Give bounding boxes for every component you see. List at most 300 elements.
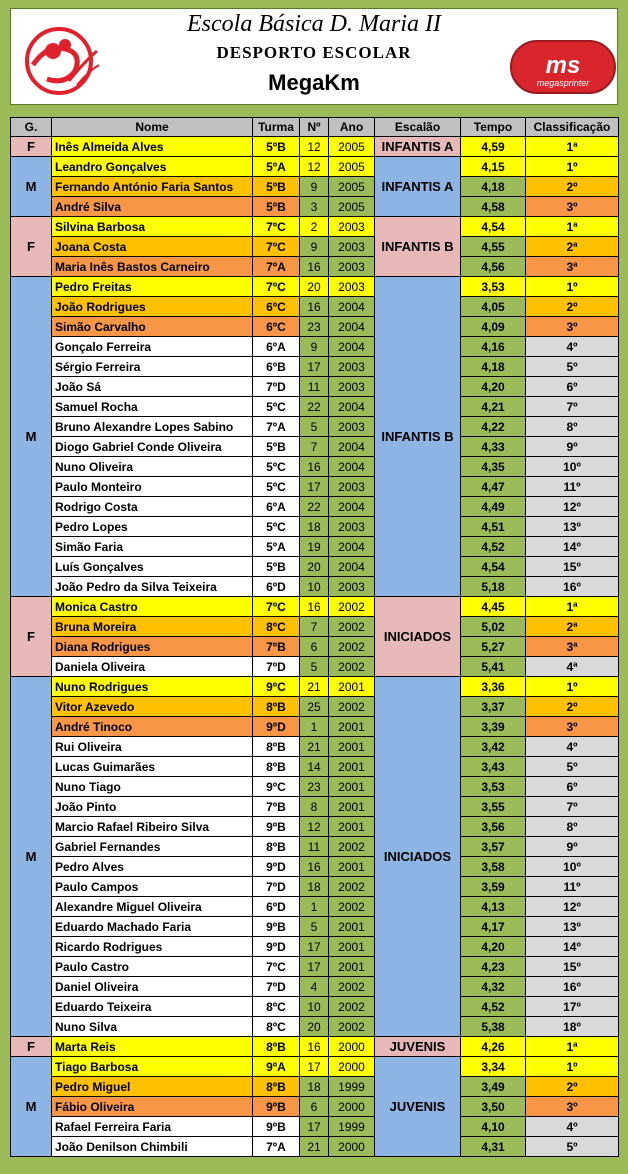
table-row: [11, 437, 619, 457]
table-row: [11, 277, 619, 297]
escalao-cell: INICIADOS: [375, 597, 461, 677]
class-cell: 8ºB: [253, 1037, 300, 1057]
table-row: [11, 177, 619, 197]
class-cell: 6ºA: [253, 337, 300, 357]
col-header-year: Ano: [329, 118, 375, 137]
year-cell: 2003: [329, 237, 375, 257]
rank-cell: 2ª: [526, 237, 619, 257]
name-cell: Inês Almeida Alves: [52, 137, 253, 157]
class-cell: 5ºB: [253, 137, 300, 157]
name-cell: Paulo Castro: [52, 957, 253, 977]
year-cell: 2002: [329, 637, 375, 657]
class-cell: 5ºB: [253, 197, 300, 217]
col-header-name: Nome: [52, 118, 253, 137]
number-cell: 16: [300, 297, 329, 317]
number-cell: 16: [300, 257, 329, 277]
name-cell: Nuno Oliveira: [52, 457, 253, 477]
table-row: [11, 1117, 619, 1137]
rank-cell: 1º: [526, 1057, 619, 1077]
subtitle: DESPORTO ESCOLAR: [216, 43, 412, 62]
megasprinter-logo-icon: [509, 39, 617, 95]
time-cell: 4,51: [461, 517, 526, 537]
gender-cell: M: [11, 157, 52, 217]
year-cell: 2001: [329, 717, 375, 737]
name-cell: Paulo Campos: [52, 877, 253, 897]
year-cell: 2003: [329, 477, 375, 497]
class-cell: 7ºD: [253, 657, 300, 677]
table-row: [11, 997, 619, 1017]
year-cell: 2005: [329, 197, 375, 217]
number-cell: 21: [300, 737, 329, 757]
table-row: [11, 677, 619, 697]
rank-cell: 14º: [526, 537, 619, 557]
rank-cell: 15º: [526, 557, 619, 577]
time-cell: 5,02: [461, 617, 526, 637]
table-row: [11, 517, 619, 537]
year-cell: 2004: [329, 497, 375, 517]
time-cell: 3,57: [461, 837, 526, 857]
rank-cell: 1º: [526, 157, 619, 177]
year-cell: 2003: [329, 517, 375, 537]
rank-cell: 17º: [526, 997, 619, 1017]
name-cell: Bruna Moreira: [52, 617, 253, 637]
number-cell: 20: [300, 1017, 329, 1037]
number-cell: 21: [300, 677, 329, 697]
time-cell: 3,36: [461, 677, 526, 697]
table-row: [11, 637, 619, 657]
table-row: [11, 757, 619, 777]
year-cell: 2001: [329, 777, 375, 797]
year-cell: 2001: [329, 857, 375, 877]
gender-cell: F: [11, 1037, 52, 1057]
time-cell: 4,47: [461, 477, 526, 497]
gender-cell: M: [11, 677, 52, 1037]
time-cell: 4,52: [461, 997, 526, 1017]
number-cell: 16: [300, 597, 329, 617]
rank-cell: 6º: [526, 777, 619, 797]
class-cell: 8ºC: [253, 997, 300, 1017]
time-cell: 4,15: [461, 157, 526, 177]
year-cell: 2001: [329, 917, 375, 937]
class-cell: 6ºA: [253, 497, 300, 517]
table-row: [11, 737, 619, 757]
number-cell: 20: [300, 557, 329, 577]
number-cell: 7: [300, 617, 329, 637]
year-cell: 2001: [329, 937, 375, 957]
class-cell: 8ºC: [253, 1017, 300, 1037]
year-cell: 2003: [329, 277, 375, 297]
time-cell: 3,53: [461, 277, 526, 297]
rank-cell: 1º: [526, 277, 619, 297]
rank-cell: 18º: [526, 1017, 619, 1037]
number-cell: 12: [300, 157, 329, 177]
year-cell: 2001: [329, 957, 375, 977]
number-cell: 18: [300, 517, 329, 537]
time-cell: 4,52: [461, 537, 526, 557]
number-cell: 18: [300, 877, 329, 897]
class-cell: 7ºD: [253, 977, 300, 997]
rank-cell: 2º: [526, 1077, 619, 1097]
number-cell: 22: [300, 397, 329, 417]
name-cell: Samuel Rocha: [52, 397, 253, 417]
name-cell: Diana Rodrigues: [52, 637, 253, 657]
class-cell: 7ºA: [253, 257, 300, 277]
table-row: [11, 457, 619, 477]
year-cell: 2001: [329, 797, 375, 817]
time-cell: 3,55: [461, 797, 526, 817]
number-cell: 17: [300, 357, 329, 377]
school-title: Escola Básica D. Maria II: [187, 11, 441, 37]
year-cell: 2004: [329, 557, 375, 577]
time-cell: 4,35: [461, 457, 526, 477]
table-row: [11, 377, 619, 397]
table-row: [11, 197, 619, 217]
year-cell: 2004: [329, 397, 375, 417]
table-row: [11, 837, 619, 857]
name-cell: Rodrigo Costa: [52, 497, 253, 517]
class-cell: 6ºC: [253, 297, 300, 317]
year-cell: 2001: [329, 757, 375, 777]
col-header-class: Turma: [253, 118, 300, 137]
time-cell: 4,18: [461, 357, 526, 377]
name-cell: Lucas Guimarães: [52, 757, 253, 777]
number-cell: 17: [300, 1057, 329, 1077]
name-cell: Eduardo Teixeira: [52, 997, 253, 1017]
number-cell: 6: [300, 637, 329, 657]
year-cell: 1999: [329, 1117, 375, 1137]
year-cell: 2002: [329, 877, 375, 897]
time-cell: 4,31: [461, 1137, 526, 1157]
number-cell: 21: [300, 1137, 329, 1157]
time-cell: 3,50: [461, 1097, 526, 1117]
rank-cell: 5º: [526, 757, 619, 777]
svg-text:ms: ms: [545, 52, 581, 79]
year-cell: 2001: [329, 737, 375, 757]
name-cell: Rafael Ferreira Faria: [52, 1117, 253, 1137]
name-cell: André Silva: [52, 197, 253, 217]
class-cell: 7ºC: [253, 217, 300, 237]
year-cell: 2003: [329, 257, 375, 277]
class-cell: 8ºB: [253, 1077, 300, 1097]
col-header-escalao: Escalão: [375, 118, 461, 137]
table-row: [11, 497, 619, 517]
header: [10, 8, 618, 105]
time-cell: 4,10: [461, 1117, 526, 1137]
name-cell: Joana Costa: [52, 237, 253, 257]
number-cell: 17: [300, 1117, 329, 1137]
results-table: [10, 117, 619, 1157]
table-row: [11, 317, 619, 337]
time-cell: 4,32: [461, 977, 526, 997]
table-row: [11, 877, 619, 897]
year-cell: 2004: [329, 297, 375, 317]
rank-cell: 5º: [526, 357, 619, 377]
year-cell: 2003: [329, 357, 375, 377]
rank-cell: 15º: [526, 957, 619, 977]
number-cell: 25: [300, 697, 329, 717]
class-cell: 5ºC: [253, 457, 300, 477]
time-cell: 3,42: [461, 737, 526, 757]
year-cell: 1999: [329, 1077, 375, 1097]
class-cell: 5ºA: [253, 157, 300, 177]
rank-cell: 11º: [526, 877, 619, 897]
table-row: [11, 157, 619, 177]
number-cell: 11: [300, 837, 329, 857]
class-cell: 6ºD: [253, 897, 300, 917]
table-row: [11, 657, 619, 677]
time-cell: 4,54: [461, 557, 526, 577]
time-cell: 4,59: [461, 137, 526, 157]
year-cell: 2000: [329, 1057, 375, 1077]
year-cell: 2004: [329, 457, 375, 477]
year-cell: 2003: [329, 417, 375, 437]
rank-cell: 11º: [526, 477, 619, 497]
table-row: [11, 1037, 619, 1057]
number-cell: 1: [300, 717, 329, 737]
class-cell: 5ºB: [253, 177, 300, 197]
year-cell: 2005: [329, 157, 375, 177]
number-cell: 17: [300, 937, 329, 957]
table-row: [11, 897, 619, 917]
time-cell: 4,20: [461, 937, 526, 957]
class-cell: 9ºC: [253, 777, 300, 797]
class-cell: 9ºB: [253, 1117, 300, 1137]
number-cell: 22: [300, 497, 329, 517]
year-cell: 2001: [329, 677, 375, 697]
escalao-cell: JUVENIS: [375, 1057, 461, 1157]
rank-cell: 7º: [526, 797, 619, 817]
name-cell: Gonçalo Ferreira: [52, 337, 253, 357]
rank-cell: 10º: [526, 457, 619, 477]
class-cell: 8ºB: [253, 737, 300, 757]
year-cell: 2000: [329, 1097, 375, 1117]
escalao-cell: INFANTIS A: [375, 157, 461, 217]
name-cell: Ricardo Rodrigues: [52, 937, 253, 957]
table-row: [11, 797, 619, 817]
table-row: [11, 697, 619, 717]
table-row: [11, 617, 619, 637]
year-cell: 2002: [329, 897, 375, 917]
name-cell: João Pedro da Silva Teixeira: [52, 577, 253, 597]
escalao-cell: JUVENIS: [375, 1037, 461, 1057]
year-cell: 2002: [329, 617, 375, 637]
table-row: [11, 337, 619, 357]
col-header-number: Nº: [300, 118, 329, 137]
class-cell: 8ºC: [253, 617, 300, 637]
year-cell: 2003: [329, 217, 375, 237]
table-row: [11, 257, 619, 277]
time-cell: 3,53: [461, 777, 526, 797]
number-cell: 17: [300, 957, 329, 977]
rank-cell: 3º: [526, 717, 619, 737]
name-cell: João Rodrigues: [52, 297, 253, 317]
time-cell: 3,59: [461, 877, 526, 897]
time-cell: 4,55: [461, 237, 526, 257]
name-cell: Fernando António Faria Santos: [52, 177, 253, 197]
name-cell: Pedro Lopes: [52, 517, 253, 537]
rank-cell: 3º: [526, 317, 619, 337]
number-cell: 16: [300, 857, 329, 877]
class-cell: 7ºA: [253, 417, 300, 437]
number-cell: 3: [300, 197, 329, 217]
time-cell: 5,41: [461, 657, 526, 677]
rank-cell: 4º: [526, 337, 619, 357]
class-cell: 7ºC: [253, 957, 300, 977]
escalao-cell: INICIADOS: [375, 677, 461, 1037]
table-row: [11, 1137, 619, 1157]
name-cell: Nuno Rodrigues: [52, 677, 253, 697]
rank-cell: 2ª: [526, 617, 619, 637]
time-cell: 3,58: [461, 857, 526, 877]
escalao-cell: INFANTIS B: [375, 277, 461, 597]
rank-cell: 16º: [526, 977, 619, 997]
number-cell: 8: [300, 797, 329, 817]
class-cell: 7ºC: [253, 597, 300, 617]
rank-cell: 1ª: [526, 137, 619, 157]
number-cell: 2: [300, 217, 329, 237]
number-cell: 19: [300, 537, 329, 557]
time-cell: 4,17: [461, 917, 526, 937]
rank-cell: 14º: [526, 937, 619, 957]
class-cell: 7ºD: [253, 377, 300, 397]
class-cell: 9ºA: [253, 1057, 300, 1077]
table-row: [11, 1057, 619, 1077]
number-cell: 17: [300, 477, 329, 497]
rank-cell: 3ª: [526, 637, 619, 657]
rank-cell: 2º: [526, 697, 619, 717]
gender-cell: F: [11, 137, 52, 157]
class-cell: 5ºB: [253, 557, 300, 577]
year-cell: 2004: [329, 337, 375, 357]
time-cell: 4,33: [461, 437, 526, 457]
name-cell: Bruno Alexandre Lopes Sabino: [52, 417, 253, 437]
table-row: [11, 777, 619, 797]
year-cell: 2002: [329, 597, 375, 617]
name-cell: Simão Faria: [52, 537, 253, 557]
table-row: [11, 397, 619, 417]
time-cell: 4,23: [461, 957, 526, 977]
year-cell: 2004: [329, 437, 375, 457]
rank-cell: 1ª: [526, 597, 619, 617]
class-cell: 9ºB: [253, 1097, 300, 1117]
name-cell: Gabriel Fernandes: [52, 837, 253, 857]
name-cell: Sérgio Ferreira: [52, 357, 253, 377]
class-cell: 6ºD: [253, 577, 300, 597]
year-cell: 2001: [329, 817, 375, 837]
name-cell: Marcio Rafael Ribeiro Silva: [52, 817, 253, 837]
rank-cell: 10º: [526, 857, 619, 877]
rank-cell: 5º: [526, 1137, 619, 1157]
name-cell: João Denilson Chimbili: [52, 1137, 253, 1157]
table-row: [11, 137, 619, 157]
class-cell: 9ºB: [253, 917, 300, 937]
number-cell: 9: [300, 237, 329, 257]
time-cell: 4,21: [461, 397, 526, 417]
name-cell: Daniela Oliveira: [52, 657, 253, 677]
rank-cell: 3ª: [526, 257, 619, 277]
time-cell: 4,22: [461, 417, 526, 437]
table-row: [11, 597, 619, 617]
class-cell: 9ºD: [253, 857, 300, 877]
year-cell: 2004: [329, 537, 375, 557]
name-cell: Pedro Miguel: [52, 1077, 253, 1097]
number-cell: 23: [300, 777, 329, 797]
rank-cell: 16º: [526, 577, 619, 597]
escalao-cell: INFANTIS A: [375, 137, 461, 157]
name-cell: Fábio Oliveira: [52, 1097, 253, 1117]
rank-cell: 4ª: [526, 657, 619, 677]
class-cell: 7ºC: [253, 237, 300, 257]
number-cell: 6: [300, 1097, 329, 1117]
time-cell: 3,34: [461, 1057, 526, 1077]
class-cell: 5ºB: [253, 437, 300, 457]
year-cell: 2003: [329, 577, 375, 597]
col-header-gender: G.: [11, 118, 52, 137]
year-cell: 2002: [329, 977, 375, 997]
table-row: [11, 217, 619, 237]
time-cell: 3,56: [461, 817, 526, 837]
event-title: MegaKm: [268, 70, 360, 95]
time-cell: 3,43: [461, 757, 526, 777]
name-cell: Eduardo Machado Faria: [52, 917, 253, 937]
time-cell: 5,27: [461, 637, 526, 657]
name-cell: Pedro Freitas: [52, 277, 253, 297]
table-body: [11, 137, 619, 1157]
gender-cell: F: [11, 597, 52, 677]
rank-cell: 4º: [526, 1117, 619, 1137]
table-row: [11, 977, 619, 997]
name-cell: Leandro Gonçalves: [52, 157, 253, 177]
rank-cell: 9º: [526, 437, 619, 457]
rank-cell: 6º: [526, 377, 619, 397]
rank-cell: 3º: [526, 197, 619, 217]
table-row: [11, 857, 619, 877]
number-cell: 16: [300, 1037, 329, 1057]
table-row: [11, 917, 619, 937]
rank-cell: 13º: [526, 517, 619, 537]
rank-cell: 12º: [526, 497, 619, 517]
gender-cell: M: [11, 277, 52, 597]
rank-cell: 3º: [526, 1097, 619, 1117]
number-cell: 10: [300, 577, 329, 597]
year-cell: 2002: [329, 1017, 375, 1037]
class-cell: 7ºB: [253, 637, 300, 657]
name-cell: Vitor Azevedo: [52, 697, 253, 717]
number-cell: 12: [300, 817, 329, 837]
table-row: [11, 937, 619, 957]
rank-cell: 2º: [526, 297, 619, 317]
name-cell: Alexandre Miguel Oliveira: [52, 897, 253, 917]
col-header-rank: Classificação: [526, 118, 619, 137]
rank-cell: 13º: [526, 917, 619, 937]
table-row: [11, 1017, 619, 1037]
year-cell: 2005: [329, 137, 375, 157]
time-cell: 4,18: [461, 177, 526, 197]
number-cell: 5: [300, 917, 329, 937]
name-cell: Tiago Barbosa: [52, 1057, 253, 1077]
number-cell: 20: [300, 277, 329, 297]
class-cell: 6ºC: [253, 317, 300, 337]
time-cell: 5,18: [461, 577, 526, 597]
rank-cell: 8º: [526, 417, 619, 437]
number-cell: 11: [300, 377, 329, 397]
year-cell: 2000: [329, 1137, 375, 1157]
number-cell: 5: [300, 417, 329, 437]
svg-text:megasprinter: megasprinter: [536, 78, 590, 88]
time-cell: 5,38: [461, 1017, 526, 1037]
class-cell: 9ºB: [253, 817, 300, 837]
year-cell: 2002: [329, 837, 375, 857]
